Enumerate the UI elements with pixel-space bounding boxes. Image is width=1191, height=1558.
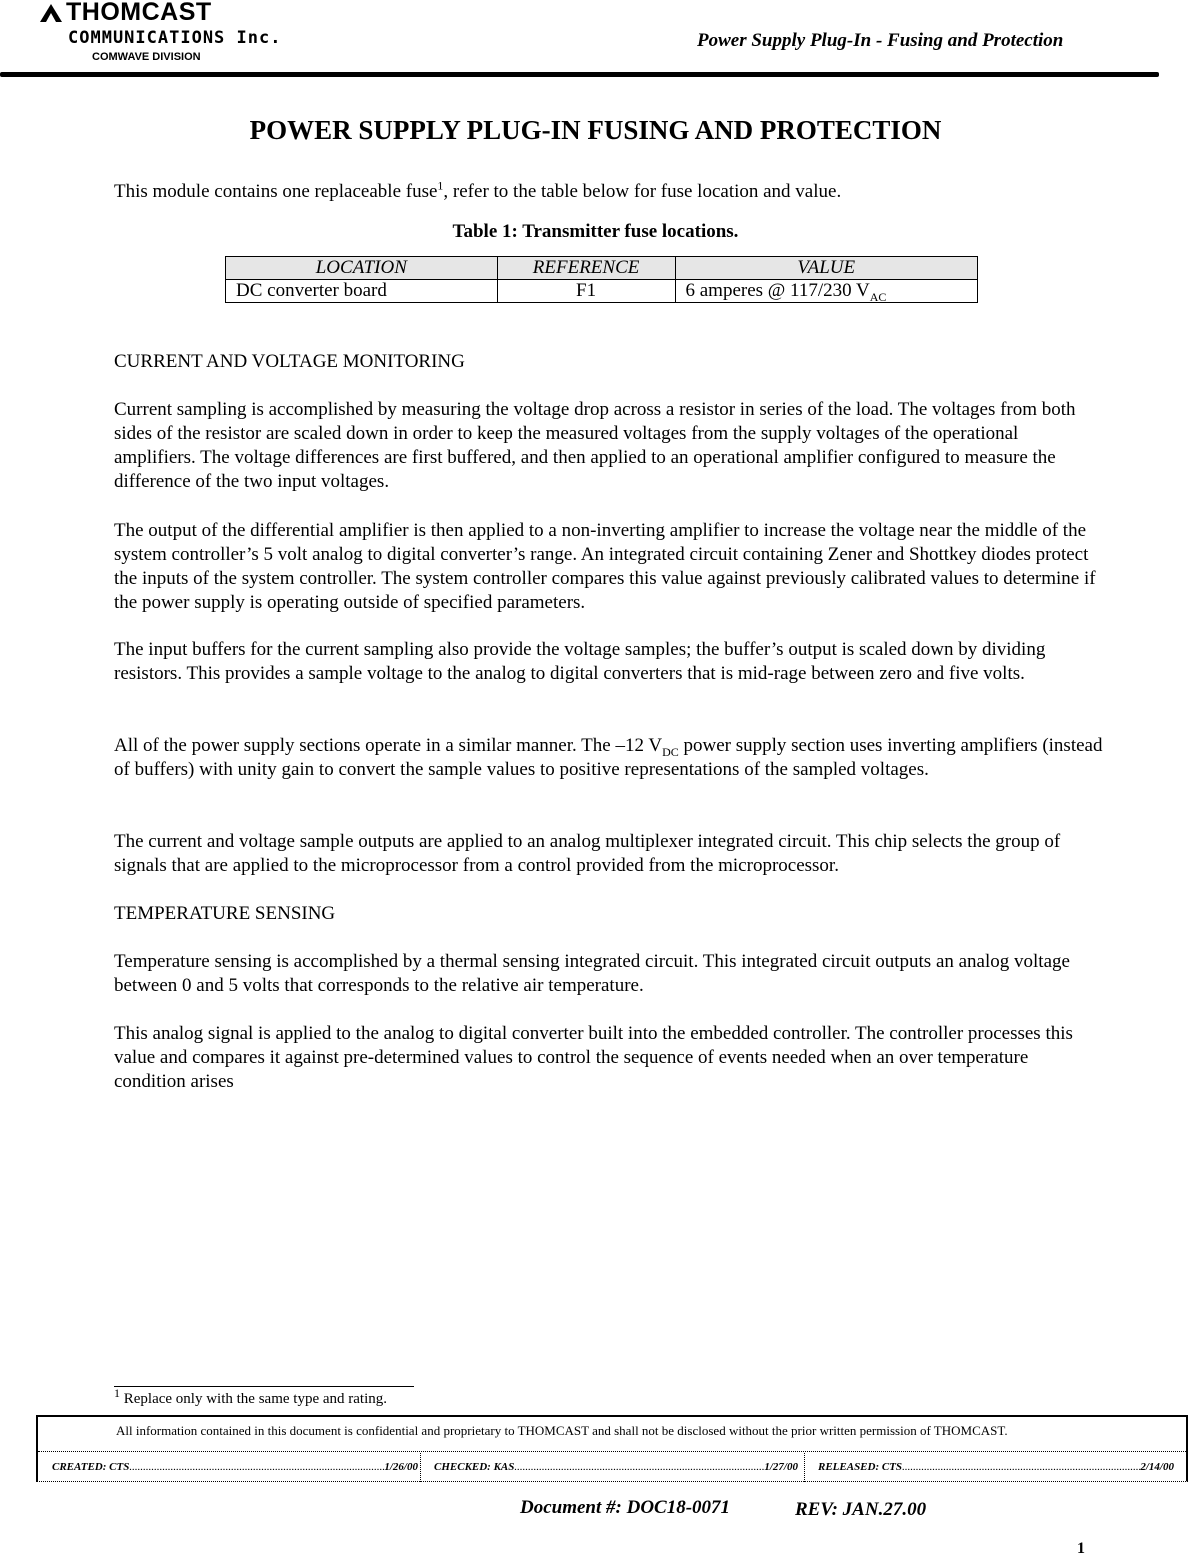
fuse-table <box>225 256 978 303</box>
running-header-title: Power Supply Plug-In - Fusing and Protection <box>697 30 1064 51</box>
created-label: CREATED: CTS <box>52 1461 130 1473</box>
revision: REV: JAN.27.00 <box>795 1499 927 1520</box>
intro-paragraph <box>114 180 1104 204</box>
section-heading-temperature: TEMPERATURE SENSING <box>114 903 336 924</box>
footer-separator <box>804 1453 805 1482</box>
created-field <box>52 1453 418 1482</box>
footer-separator <box>420 1453 421 1482</box>
cell-value <box>675 280 978 303</box>
leader-dots <box>514 1453 764 1482</box>
paragraph-temperature-sensing: Temperature sensing is accomplished by a thermal sensing integrated circuit. This integrated circuit outputs an analog voltage between 0 and 5 volts that corresponds to the relative air temperature. <box>114 951 1070 996</box>
division-name: COMWAVE DIVISION <box>92 51 201 63</box>
paragraph-differential-amplifier: The output of the differential amplifier is then applied to a non-inverting amplifier to increase the voltage near the middle of the system controller’s 5 volt analog to digital converter’s range. An integrated circuit containing Zener and Shottkey diodes protect the inputs of the system controller. The system controller compares this value against previously calibrated values to determine if the power supply is operating outside of specified parameters. <box>114 520 1096 613</box>
released-label: RELEASED: CTS <box>818 1461 903 1473</box>
cell-value-text: 6 amperes @ 117/230 V <box>685 280 870 301</box>
footnote-number: 1 <box>114 1386 120 1400</box>
footnote <box>114 1386 388 1408</box>
confidentiality-notice: All information contained in this document is confidential and proprietary to THOMCAST and shall not be disclosed without the prior written permission of THOMCAST. <box>116 1423 1008 1438</box>
column-header-reference: REFERENCE <box>497 257 675 280</box>
page-number: 1 <box>1077 1540 1085 1557</box>
document-title: POWER SUPPLY PLUG-IN FUSING AND PROTECTION <box>249 115 942 145</box>
footer-divider <box>38 1451 1186 1452</box>
checked-label: CHECKED: KAS <box>434 1461 515 1473</box>
released-date: 2/14/00 <box>1140 1461 1174 1473</box>
paragraph-analog-signal: This analog signal is applied to the analog to digital converter built into the embedded controller. The controller processes this value and compares it against pre-determined values to control the sequence of events needed when an over temperature condition arises <box>114 1023 1073 1092</box>
released-field <box>818 1453 1174 1482</box>
created-date: 1/26/00 <box>384 1461 418 1473</box>
paragraph-text-cont: power supply section uses inverting amplifiers (instead of buffers) with unity gain to convert the sample values to positive representations of the sampled voltages. <box>114 735 1103 780</box>
table-caption: Table 1: Transmitter fuse locations. <box>452 221 739 242</box>
company-subname: COMMUNICATIONS Inc. <box>68 28 282 48</box>
intro-text-cont: , refer to the table below for fuse location and value. <box>443 181 842 202</box>
paragraph-text: All of the power supply sections operate in a similar manner. The –12 V <box>114 735 663 756</box>
paragraph-input-buffers: The input buffers for the current sampling also provide the voltage samples; the buffer’s output is scaled down by dividing resistors. This provides a sample voltage to the analog to digital converters that is mid-rage between zero and five volts. <box>114 639 1046 684</box>
company-logo <box>40 0 340 70</box>
document-number: Document #: DOC18-0071 <box>520 1497 731 1518</box>
column-header-value: VALUE <box>675 257 978 280</box>
section-heading-monitoring: CURRENT AND VOLTAGE MONITORING <box>114 351 465 372</box>
header-rule <box>0 72 1159 77</box>
footnote-rule <box>114 1386 414 1387</box>
paragraph-power-supply-sections <box>114 734 1104 782</box>
checked-date: 1/27/00 <box>764 1461 798 1473</box>
checked-field <box>434 1453 798 1482</box>
paragraph-multiplexer: The current and voltage sample outputs are applied to an analog multiplexer integrated circuit. This chip selects the group of signals that are applied to the microprocessor from a control provided from the microprocessor. <box>114 831 1061 876</box>
leader-dots <box>129 1453 384 1482</box>
paragraph-current-sampling: Current sampling is accomplished by measuring the voltage drop across a resistor in series of the load. The voltages from both sides of the resistor are scaled down in order to keep the measured voltages from the supply voltages of the operational amplifiers. The voltage differences are first buffered, and then applied to an operational amplifier configured to measure the difference of the two input voltages. <box>114 399 1076 492</box>
footnote-text: Replace only with the same type and rating. <box>120 1391 388 1407</box>
column-header-location: LOCATION <box>226 257 498 280</box>
company-name: THOMCAST <box>66 0 212 26</box>
cell-location: DC converter board <box>226 280 498 303</box>
subscript-dc: DC <box>662 744 679 759</box>
table-row <box>226 280 978 303</box>
thomcast-logo-icon <box>40 4 62 22</box>
leader-dots <box>902 1453 1140 1482</box>
intro-text: This module contains one replaceable fuse <box>114 181 438 202</box>
footer-box <box>36 1415 1188 1482</box>
table-header-row <box>226 257 978 280</box>
footnote-reference: 1 <box>437 178 444 193</box>
cell-reference: F1 <box>497 280 675 303</box>
cell-value-subscript: AC <box>869 289 887 304</box>
